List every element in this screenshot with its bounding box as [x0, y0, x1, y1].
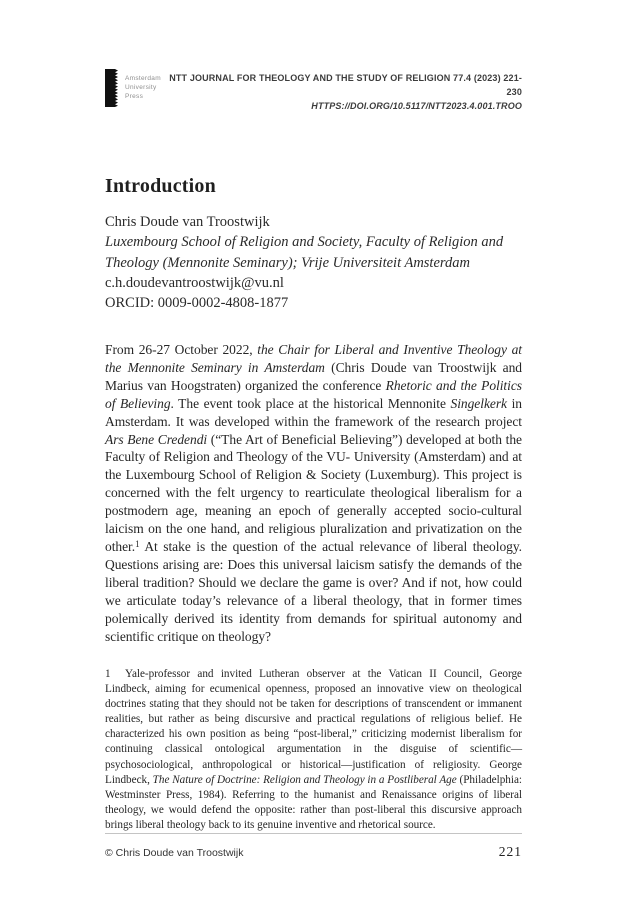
page-header	[105, 69, 522, 113]
amsterdam-university-press-logo-icon	[105, 69, 118, 107]
author-name: Chris Doude van Troostwijk	[105, 214, 270, 230]
page-footer	[105, 844, 522, 860]
footnote-text: Yale-professor and invited Lutheran observer at the Vatican II Council, George Lindbeck, aiming for ecumenical openness, proposed an innovative view on theological doctrines stating that they should not be taken for descriptions of transcendent or immanent realities, but rather as being discursive and practical regulations of religious belief. He characterized his own position as being “post-liberal,” criticizing modernist liberalism for continuing classical ontological argumentation in the disguise of scientific—psychosociological, anthropological or historical—justification of religiosity. George Lindbeck, The Nature of Doctrine: Religion and Theology in a Postliberal Age (Philadelphia: Westminster Press, 1984). Referring to the humanist and Renaissance origins of liberal theology, we would defend the opposite: rather than post-liberal this discursive approach brings liberal theology back to its genuine inventive and rhetorical source.	[105, 668, 522, 831]
author-email[interactable]: c.h.doudevantroostwijk@vu.nl	[105, 274, 284, 291]
article-title: Introduction	[105, 175, 216, 197]
copyright-notice: © Chris Doude van Troostwijk	[105, 847, 244, 859]
page-number: 221	[498, 844, 522, 859]
running-head	[161, 69, 522, 113]
footnote-marker: 1	[105, 668, 111, 680]
doi-link[interactable]: HTTPS://DOI.ORG/10.5117/NTT2023.4.001.TROO	[311, 101, 522, 111]
journal-citation: NTT JOURNAL FOR THEOLOGY AND THE STUDY OF RELIGION 77.4 (2023) 221-230	[169, 73, 522, 97]
publisher-name-line: Press	[125, 93, 144, 100]
author-affiliation: Luxembourg School of Religion and Society, Faculty of Religion and Theology (Mennonite Seminary); Vrije Universiteit Amsterdam	[105, 234, 504, 271]
publisher-name-line: University	[125, 84, 157, 91]
footnote	[105, 667, 522, 833]
publisher-logo	[105, 69, 161, 107]
publisher-name	[125, 69, 161, 101]
footer-divider	[105, 833, 522, 834]
author-block	[105, 212, 522, 313]
body-paragraph: From 26-27 October 2022, the Chair for Liberal and Inventive Theology at the Mennonite Seminary in Amsterdam (Chris Doude van Troostwijk and Marius van Hoogstraten) organized the conference Rhetoric and the Politics of Believing. The event took place at the historical Mennonite Singelkerk in Amsterdam. It was developed within the framework of the research project Ars Bene Credendi (“The Art of Beneficial Believing”) developed at both the Faculty of Religion and Theology of the VU- University (Amsterdam) and at the Luxembourg School of Religion & Society (Luxemburg). This project is concerned with the felt urgency to rearticulate theological liberalism for a postmodern age, meaning an epoch of generally accepted socio-cultural laicism on the one hand, and religious pluralization and privatization on the other.$^1$ At stake is the question of the actual relevance of liberal theology. Questions arising are: Does this universal laicism satisfy the demands of the liberal tradition? Should we declare the game is over? And if not, how could we articulate today’s relevance of a liberal theology, that in former times polemically derived its identity from demands for spiritual autonomy and scientific critique on theology?	[105, 342, 523, 644]
publisher-name-line: Amsterdam	[125, 75, 161, 82]
author-orcid: ORCID: 0009-0002-4808-1877	[105, 295, 289, 312]
